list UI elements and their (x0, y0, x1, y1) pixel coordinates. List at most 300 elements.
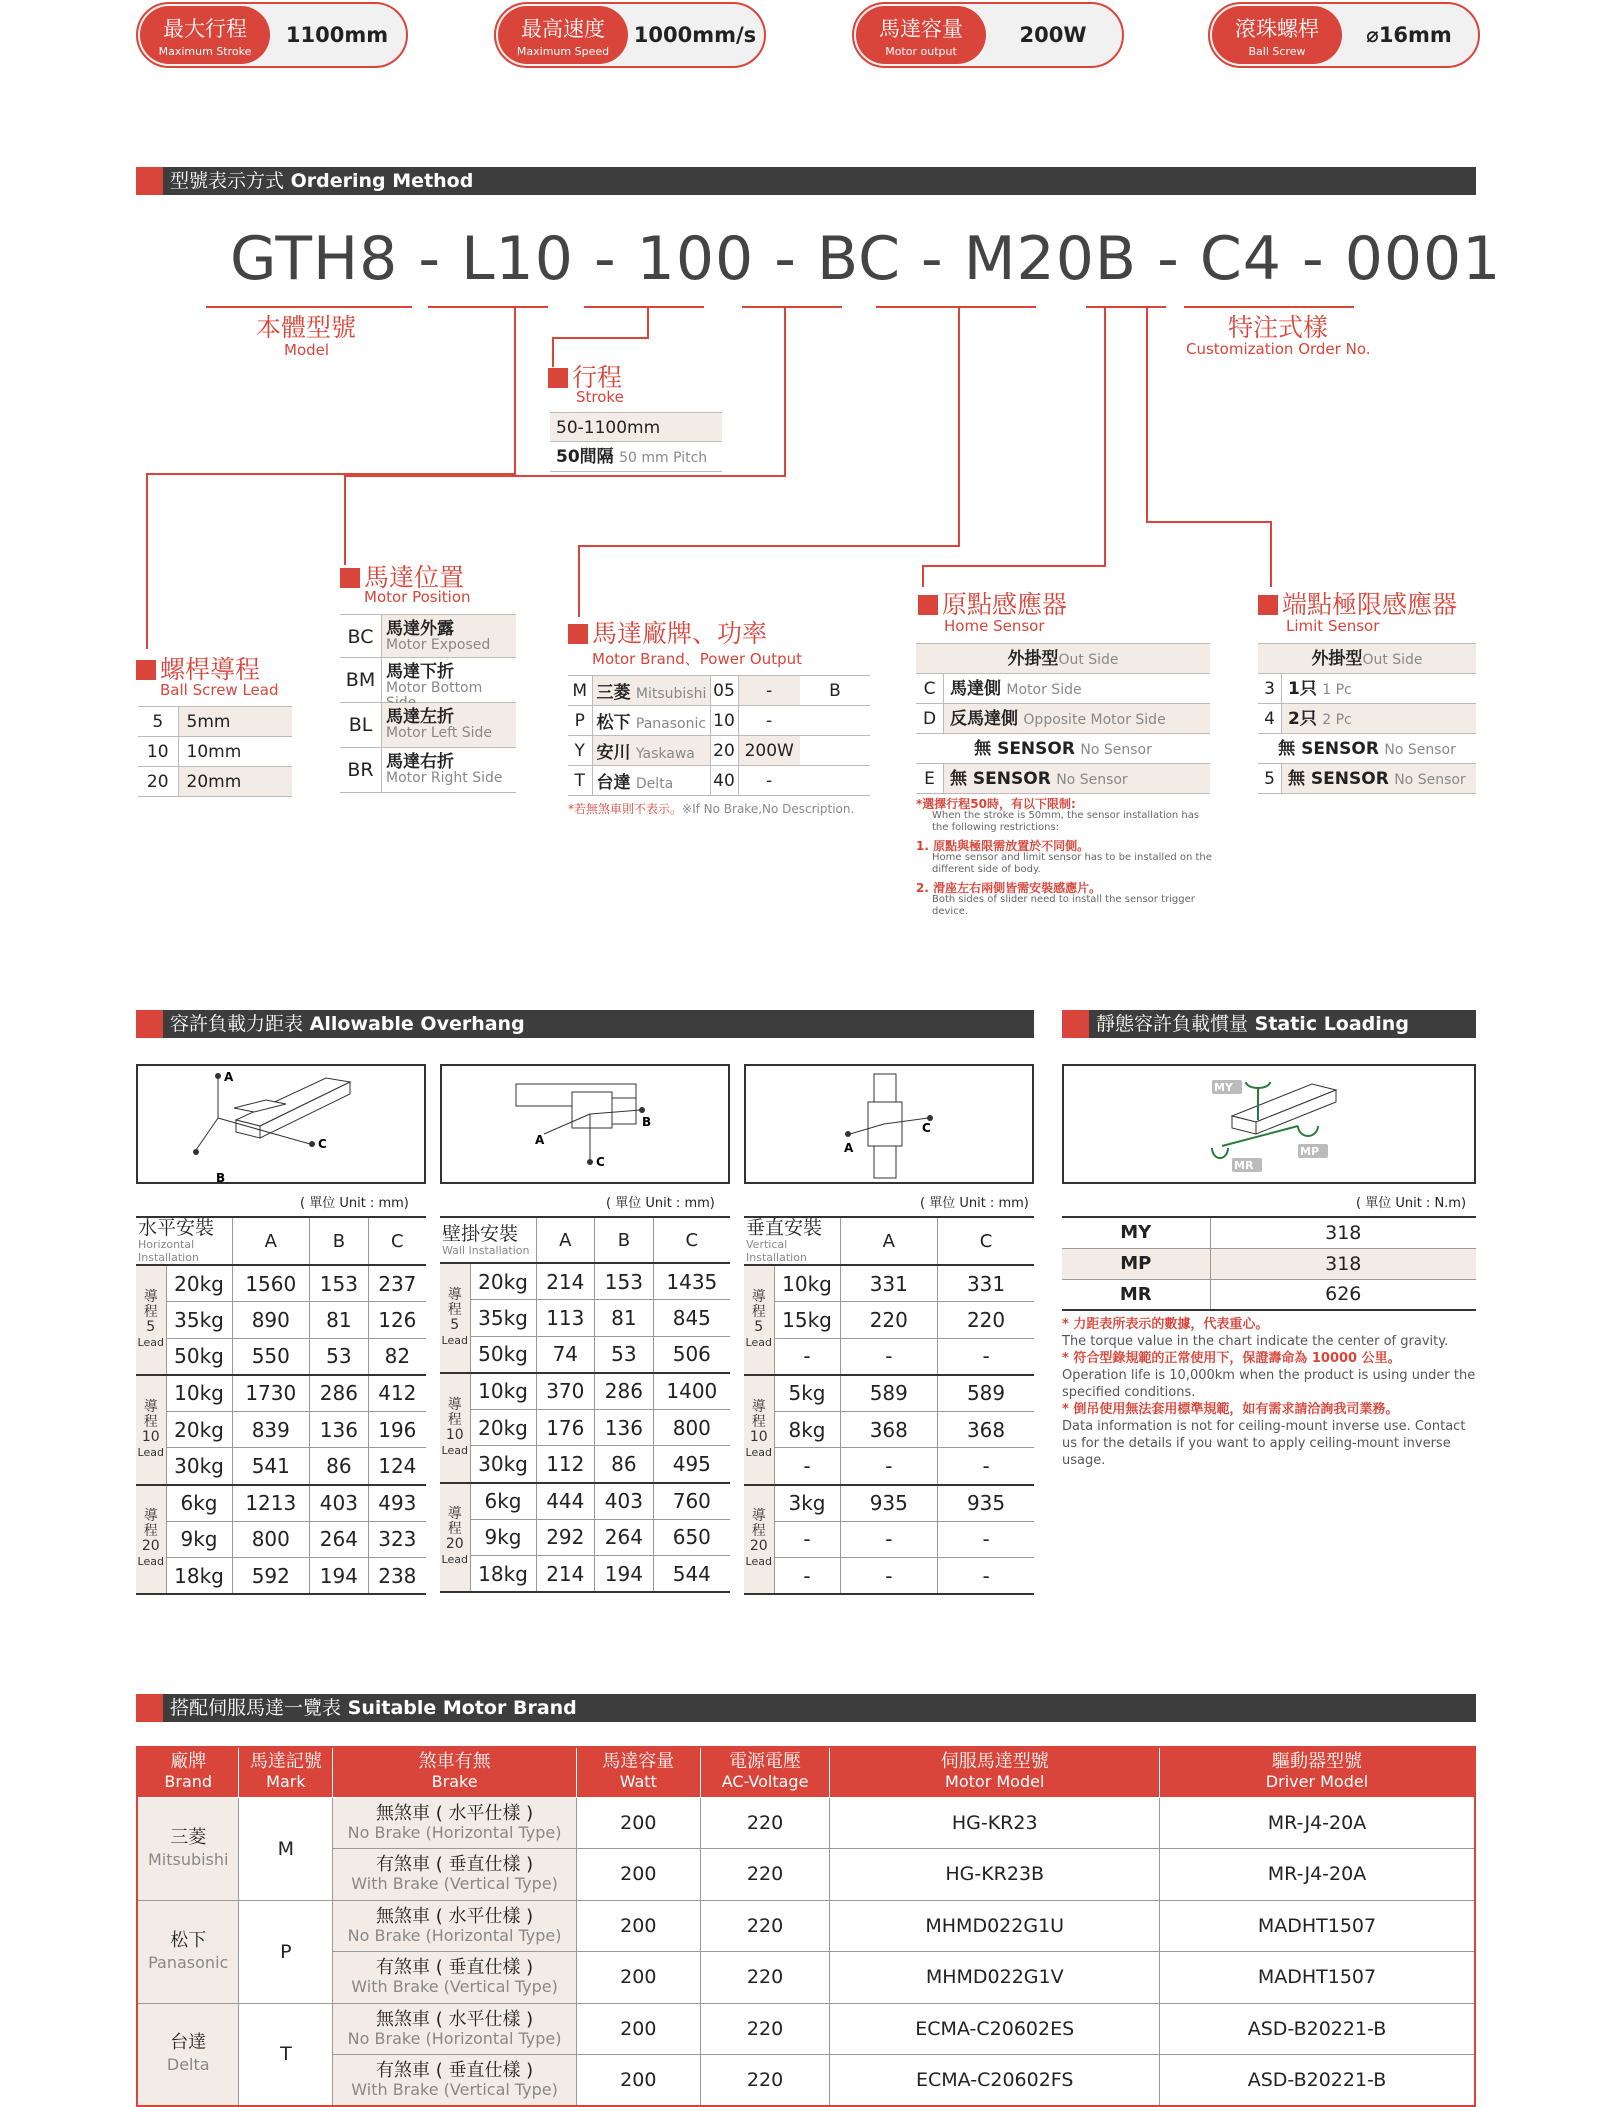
lead-char: 導 (447, 1286, 462, 1303)
horizontal-install-diagram (136, 1064, 426, 1184)
brand-cell (137, 1900, 239, 2003)
motorpos-code: BL (340, 703, 382, 747)
overhang-cell: 1560 (232, 1265, 310, 1302)
overhang-cell: 30kg (166, 1448, 232, 1485)
spec-label: 最高速度 (521, 17, 605, 41)
mark-cell: T (239, 2003, 333, 2106)
home-row (916, 734, 1210, 764)
wall-install-diagram (440, 1064, 730, 1184)
lead-char: 導 (143, 1398, 158, 1415)
overhang-cell: 220 (938, 1302, 1034, 1339)
overhang-cell: 403 (310, 1485, 369, 1522)
motorpos-code: BM (340, 658, 382, 702)
lead-char: 20 (141, 1538, 160, 1555)
motor-cell: 200 (576, 1900, 700, 1952)
spec-label-en: Maximum Speed (516, 45, 610, 58)
motor-cell: MR-J4-20A (1159, 1849, 1475, 1901)
overhang-row (136, 1411, 426, 1448)
note-zh: *選擇行程50時，有以下限制: (916, 797, 1076, 811)
section-ordering (136, 167, 1476, 195)
motorpos-title-en: Motor Position (364, 588, 471, 606)
lead-char: 程 (751, 1303, 766, 1320)
static-moment-diagram (1062, 1064, 1476, 1184)
overhang-cell: 82 (368, 1338, 426, 1375)
power-value: 200W (738, 736, 800, 766)
vertical-install-diagram (744, 1064, 1034, 1184)
motor-cell: 200 (576, 1797, 700, 1849)
overhang-row (440, 1483, 730, 1520)
brand-cell (137, 2003, 239, 2106)
brake-en: No Brake (Horizontal Type) (347, 2028, 562, 2048)
section-title: 搭配伺服馬達一覽表 (170, 1697, 342, 1719)
overhang-cell: 153 (595, 1263, 654, 1300)
overhang-table (136, 1216, 426, 1595)
lead-char: 導 (447, 1396, 462, 1413)
lead-code: 10 (138, 737, 178, 767)
overhang-cell: 541 (232, 1448, 310, 1485)
overhang-cell: 9kg (470, 1519, 536, 1556)
stroke-title-en: Stroke (576, 388, 624, 406)
overhang-cell: 550 (232, 1338, 310, 1375)
overhang-cell: 6kg (166, 1485, 232, 1522)
note-zh: 2. 滑座左右兩側皆需安裝感應片。 (916, 881, 1102, 895)
lead-group (136, 1485, 166, 1595)
lead-en: Lead (745, 1555, 772, 1569)
moment-value: 626 (1210, 1279, 1476, 1310)
col-header: A (536, 1217, 595, 1263)
lead-group (136, 1375, 166, 1485)
overhang-cell: 50kg (470, 1336, 536, 1373)
overhang-cell: 50kg (166, 1338, 232, 1375)
brake-en: With Brake (Vertical Type) (351, 1977, 558, 1997)
model-label: 本體型號 (256, 313, 357, 342)
overhang-cell: 20kg (470, 1409, 536, 1446)
header-zh: 馬達記號 (249, 1751, 322, 1773)
motor-row (137, 2055, 1475, 2107)
header-en: Driver Model (1265, 1772, 1369, 1792)
motor-header (333, 1747, 577, 1797)
limit-row (1258, 734, 1476, 764)
overhang-cell: - (840, 1448, 938, 1485)
overhang-cell: - (840, 1338, 938, 1375)
brake-cell (333, 1849, 577, 1901)
header-zh: 廠牌 (170, 1751, 207, 1773)
col-header: C (653, 1217, 730, 1263)
home-en: Opposite Motor Side (1023, 712, 1166, 728)
lead-group (744, 1485, 774, 1595)
limit-zh: 2只 (1288, 709, 1317, 729)
overhang-row (744, 1375, 1034, 1412)
brand-en: Delta (166, 2055, 210, 2075)
home-code: D (916, 704, 944, 733)
spec-label-en: Maximum Stroke (158, 45, 252, 58)
overhang-row (744, 1411, 1034, 1448)
brake-zh: 無煞車 ( 水平仕樣 ) (375, 1905, 534, 1927)
lead-char: 5 (146, 1318, 156, 1335)
overhang-cell: 493 (368, 1485, 426, 1522)
label-a: A (535, 1133, 545, 1147)
install-type (136, 1217, 232, 1265)
overhang-cell: 444 (536, 1483, 595, 1520)
header-en: Motor Model (945, 1772, 1045, 1792)
overhang-cell: 412 (368, 1375, 426, 1412)
motor-cell: MADHT1507 (1159, 1952, 1475, 2004)
section-title: 靜態容許負載慣量 (1096, 1013, 1249, 1035)
overhang-cell: 112 (536, 1446, 595, 1483)
col-header: A (232, 1217, 310, 1265)
section-title: 容許負載力距表 (170, 1013, 304, 1035)
limit-code: 4 (1258, 704, 1282, 733)
lead-en: Lead (441, 1443, 468, 1457)
stroke-notes (916, 798, 1216, 918)
spec-value: 1000mm/s (633, 23, 757, 47)
label-c: C (318, 1137, 327, 1151)
motor-cell: 220 (700, 1952, 830, 2004)
overhang-cell: 506 (653, 1336, 730, 1373)
motor-cell: 220 (700, 1797, 830, 1849)
header-zh: 煞車有無 (418, 1751, 491, 1773)
overhang-cell: 81 (595, 1300, 654, 1337)
lead-code: 5 (138, 707, 178, 737)
note-en: The torque value in the chart indicate the center of gravity. (1062, 1334, 1449, 1349)
overhang-cell: - (774, 1338, 840, 1375)
limit-heading (1258, 585, 1457, 621)
unit-label: ( 單位 Unit : mm) (300, 1196, 409, 1211)
overhang-cell: 53 (310, 1338, 369, 1375)
spec-label: 滾珠螺桿 (1235, 17, 1319, 41)
brand-table (568, 675, 870, 796)
overhang-cell: 194 (310, 1558, 369, 1595)
overhang-cell: 53 (595, 1336, 654, 1373)
overhang-cell: 15kg (774, 1302, 840, 1339)
overhang-row (136, 1338, 426, 1375)
motor-cell: 200 (576, 2003, 700, 2055)
overhang-cell: 18kg (166, 1558, 232, 1595)
lead-value: 10mm (178, 737, 292, 767)
overhang-cell: 30kg (470, 1446, 536, 1483)
home-row (916, 704, 1210, 734)
lead-char: 導 (751, 1398, 766, 1415)
motor-cell: MADHT1507 (1159, 1900, 1475, 1952)
brake-zh: 有煞車 ( 垂直仕樣 ) (375, 1854, 534, 1876)
overhang-cell: 126 (368, 1302, 426, 1339)
brand-code: T (568, 766, 592, 796)
lead-title: 螺桿導程 (160, 655, 261, 684)
overhang-cell: 403 (595, 1483, 654, 1520)
overhang-cell: 153 (310, 1265, 369, 1302)
power-value: - (738, 676, 800, 706)
header-zh: 馬達容量 (602, 1751, 675, 1773)
overhang-cell: - (840, 1558, 938, 1595)
limit-row (1258, 764, 1476, 794)
unit-label: ( 單位 Unit : N.m) (1356, 1196, 1467, 1211)
overhang-cell: 113 (536, 1300, 595, 1337)
overhang-row (440, 1556, 730, 1593)
lead-title-en: Ball Screw Lead (160, 681, 279, 699)
brand-zh: 松下 (170, 1929, 207, 1951)
lead-char: 程 (143, 1413, 158, 1430)
overhang-cell: - (938, 1448, 1034, 1485)
install-zh: 垂直安裝 (746, 1217, 823, 1239)
brake-cell (333, 1797, 577, 1849)
lead-group (440, 1483, 470, 1593)
overhang-cell: 5kg (774, 1375, 840, 1412)
brand-zh: 台達 (596, 773, 631, 793)
brand-en: Mitsubishi (635, 686, 707, 702)
lead-char: 導 (143, 1508, 158, 1525)
header-zh: 電源電壓 (729, 1751, 802, 1773)
overhang-cell: 9kg (166, 1521, 232, 1558)
motorpos-title: 馬達位置 (364, 563, 465, 592)
motorpos-zh: 馬達外露 (386, 619, 454, 639)
limit-en: No Sensor (1384, 742, 1456, 758)
overhang-cell: 196 (368, 1411, 426, 1448)
power-code: 20 (710, 736, 738, 766)
limit-en: 2 Pc (1322, 712, 1352, 728)
overhang-cell: 238 (368, 1558, 426, 1595)
moment-name: MY (1062, 1217, 1210, 1248)
overhang-cell: - (938, 1338, 1034, 1375)
home-header (916, 643, 1210, 674)
mark-cell: P (239, 1900, 333, 2003)
stroke-range: 50-1100mm (550, 412, 722, 442)
overhang-row (136, 1558, 426, 1595)
power-code: 05 (710, 676, 738, 706)
limit-row (1258, 674, 1476, 704)
motorpos-en: Motor Bottom (386, 680, 483, 696)
spec-label: 最大行程 (163, 17, 247, 41)
moment-value: 318 (1210, 1217, 1476, 1248)
overhang-cell: 292 (536, 1519, 595, 1556)
overhang-cell: 86 (595, 1446, 654, 1483)
brand-code: M (568, 676, 592, 706)
home-code: E (916, 764, 944, 793)
model-label-en: Model (284, 341, 330, 359)
overhang-cell: 589 (840, 1375, 938, 1412)
motor-cell: ASD-B20221-B (1159, 2003, 1475, 2055)
overhang-cell: 20kg (470, 1263, 536, 1300)
overhang-row (744, 1521, 1034, 1558)
lead-char: 10 (749, 1428, 768, 1445)
spec-pill-stroke (136, 2, 408, 68)
limit-code: 5 (1258, 764, 1282, 793)
motor-cell: 220 (700, 1900, 830, 1952)
brand-zh: 三菱 (596, 683, 631, 703)
motor-header (137, 1747, 239, 1797)
brand-code: Y (568, 736, 592, 766)
power-code: 40 (710, 766, 738, 796)
limit-table (1258, 643, 1476, 794)
overhang-cell: 650 (653, 1519, 730, 1556)
lead-char: 5 (450, 1316, 460, 1333)
overhang-row (440, 1336, 730, 1373)
brand-note-en: ※If No Brake,No Description. (682, 802, 855, 816)
header-en: Watt (619, 1772, 657, 1792)
overhang-row (440, 1300, 730, 1337)
brake-zh: 有煞車 ( 垂直仕樣 ) (375, 2060, 534, 2081)
brake-cell (333, 2055, 577, 2107)
install-zh: 水平安裝 (138, 1217, 215, 1239)
stroke-title: 行程 (572, 363, 623, 392)
spec-pill-screw (1208, 2, 1480, 68)
spec-label-en: Motor output (885, 45, 957, 58)
header-en: AC-Voltage (721, 1772, 809, 1792)
overhang-cell: 800 (653, 1409, 730, 1446)
brake-zh: 無煞車 ( 水平仕樣 ) (375, 1802, 534, 1824)
motor-header (576, 1747, 700, 1797)
overhang-cell: 368 (938, 1411, 1034, 1448)
header-zh: 驅動器型號 (1271, 1751, 1362, 1773)
note-en: Operation life is 10,000km when the product is using under the specified conditions. (1062, 1368, 1476, 1400)
lead-en: Lead (137, 1445, 164, 1459)
brand-code: P (568, 706, 592, 736)
limit-en: No Sensor (1394, 772, 1466, 788)
moment-name: MR (1062, 1279, 1210, 1310)
overhang-row (136, 1265, 426, 1302)
motor-cell: 200 (576, 2055, 700, 2107)
overhang-cell: 35kg (470, 1300, 536, 1337)
lead-char: 導 (447, 1506, 462, 1523)
overhang-cell: 10kg (470, 1373, 536, 1410)
motorpos-row (340, 703, 516, 748)
brand-cell (137, 1797, 239, 1900)
overhang-row (744, 1448, 1034, 1485)
overhang-cell: - (774, 1521, 840, 1558)
motor-cell: ECMA-C20602ES (830, 2003, 1160, 2055)
overhang-cell: 370 (536, 1373, 595, 1410)
overhang-row (440, 1409, 730, 1446)
lead-char: 程 (751, 1413, 766, 1430)
home-zh: 無 SENSOR (974, 739, 1075, 759)
overhang-cell: 495 (653, 1446, 730, 1483)
spec-value: ⌀16mm (1366, 23, 1452, 47)
motorpos-zh: 馬達左折 (386, 707, 454, 727)
motorpos-row (340, 614, 516, 658)
limit-zh: 1只 (1288, 679, 1317, 699)
motorpos-en: Motor Right Side (386, 770, 503, 786)
lead-char: 導 (751, 1508, 766, 1525)
install-en: Horizontal Installation (138, 1238, 199, 1264)
lead-char: 10 (141, 1428, 160, 1445)
motor-cell: 220 (700, 2055, 830, 2107)
spec-label: 馬達容量 (879, 17, 963, 41)
limit-zh: 無 SENSOR (1278, 739, 1379, 759)
note-zh: * 力距表所表示的數據，代表重心。 (1062, 1317, 1269, 1332)
motor-header (830, 1747, 1160, 1797)
overhang-row (440, 1373, 730, 1410)
header-en: Brake (431, 1772, 478, 1792)
overhang-cell: 935 (840, 1485, 938, 1522)
brake-cell (333, 2003, 577, 2055)
lead-char: 5 (754, 1318, 764, 1335)
lead-char: 導 (143, 1288, 158, 1305)
brand-en: Panasonic (635, 716, 707, 732)
lead-en: Lead (441, 1553, 468, 1567)
overhang-cell: 86 (310, 1448, 369, 1485)
brand-title-en: Motor Brand、Power Output (592, 650, 803, 668)
brand-en: Delta (635, 776, 674, 792)
overhang-cell: 264 (595, 1519, 654, 1556)
lead-char: 20 (749, 1538, 768, 1555)
lead-char: 程 (447, 1521, 462, 1538)
lead-en: Lead (441, 1333, 468, 1347)
limit-header (1258, 643, 1476, 674)
motorpos-code: BC (340, 615, 382, 657)
overhang-row (136, 1302, 426, 1339)
overhang-cell: 286 (595, 1373, 654, 1410)
overhang-row (744, 1558, 1034, 1595)
motor-row (137, 1952, 1475, 2004)
overhang-table (744, 1216, 1034, 1595)
motor-row (137, 1849, 1475, 1901)
pitch-zh: 50間隔 (556, 447, 614, 467)
home-heading (918, 585, 1067, 621)
overhang-cell: 1213 (232, 1485, 310, 1522)
install-type (744, 1217, 840, 1265)
home-zh: 反馬達側 (950, 709, 1018, 729)
motor-header (700, 1747, 830, 1797)
home-out-zh: 外掛型 (1007, 649, 1059, 669)
install-zh: 壁掛安裝 (442, 1222, 519, 1245)
lead-char: 程 (751, 1523, 766, 1540)
power-value: - (738, 766, 800, 796)
col-header: B (595, 1217, 654, 1263)
motor-cell: ECMA-C20602FS (830, 2055, 1160, 2107)
label-c: C (596, 1155, 605, 1169)
lead-group (136, 1265, 166, 1375)
home-code: C (916, 674, 944, 703)
overhang-cell: 214 (536, 1263, 595, 1300)
lead-group (440, 1263, 470, 1373)
limit-code: 3 (1258, 674, 1282, 703)
overhang-cell: 237 (368, 1265, 426, 1302)
limit-out-zh: 外掛型 (1311, 649, 1363, 669)
brand-zh: 台達 (170, 2032, 207, 2054)
brake-en: With Brake (Vertical Type) (351, 1874, 558, 1894)
limit-title: 端點極限感應器 (1282, 590, 1458, 619)
overhang-cell: 760 (653, 1483, 730, 1520)
limit-zh: 無 SENSOR (1288, 769, 1389, 789)
overhang-cell: 1435 (653, 1263, 730, 1300)
overhang-cell: - (774, 1558, 840, 1595)
home-en: Motor Side (1006, 682, 1082, 698)
home-title: 原點感應器 (942, 590, 1068, 619)
brake-code: B (800, 676, 870, 706)
overhang-cell: 6kg (470, 1483, 536, 1520)
col-header: B (310, 1217, 369, 1265)
section-title-en: Ordering Method (290, 170, 474, 192)
home-zh: 馬達側 (950, 679, 1001, 699)
lead-char: 程 (143, 1523, 158, 1540)
brake-zh: 無煞車 ( 水平仕樣 ) (375, 2008, 534, 2030)
motor-header (1159, 1747, 1475, 1797)
brake-en: No Brake (Horizontal Type) (347, 1925, 562, 1945)
pitch-en: 50 mm Pitch (619, 450, 708, 466)
overhang-row (440, 1446, 730, 1483)
brand-en: Yaskawa (635, 746, 695, 762)
custom-label-en: Customization Order No. (1186, 340, 1371, 358)
home-table (916, 643, 1210, 794)
overhang-cell: 3kg (774, 1485, 840, 1522)
motorpos-zh: 馬達右折 (386, 752, 454, 772)
home-row (916, 674, 1210, 704)
overhang-cell: 20kg (166, 1411, 232, 1448)
brake-cell (333, 1900, 577, 1952)
overhang-cell: 286 (310, 1375, 369, 1412)
motor-cell: 220 (700, 1849, 830, 1901)
motorpos-zh: 馬達下折 (386, 662, 454, 682)
lead-group (440, 1373, 470, 1483)
